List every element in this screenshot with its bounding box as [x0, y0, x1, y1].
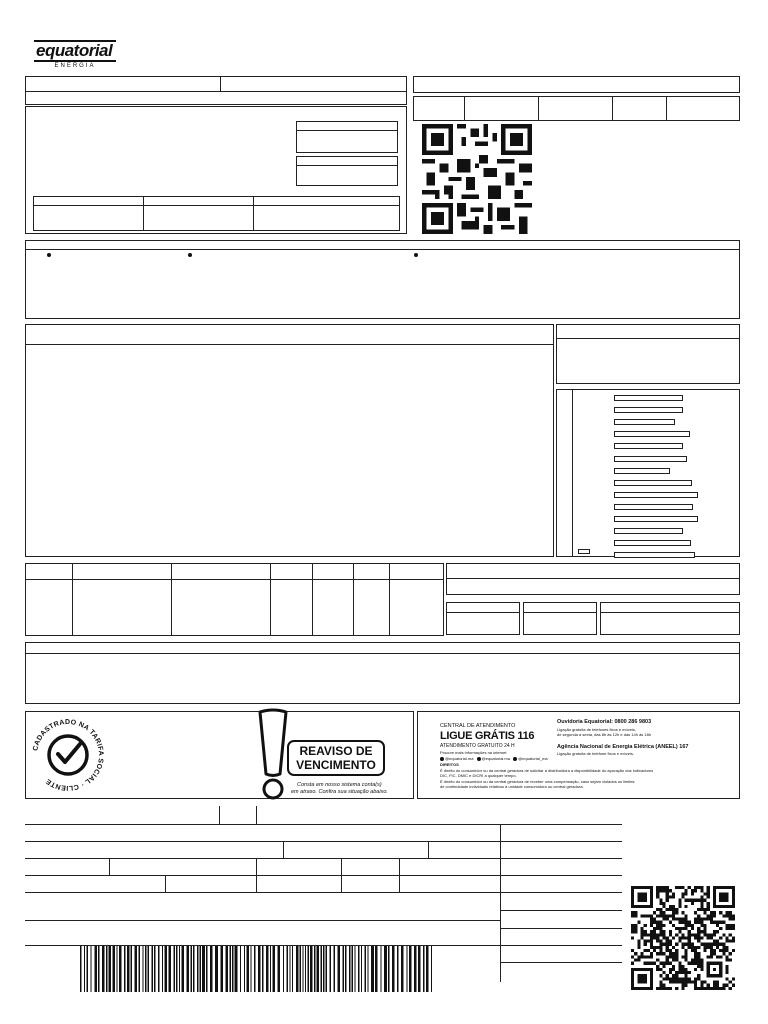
social-2[interactable]: @equatorial.ma [481, 756, 510, 761]
central-label: CENTRAL DE ATENDIMENTO [440, 723, 516, 729]
ombudsman-title: Ouvidoria Equatorial: 0800 286 9803 [557, 719, 652, 725]
rights-1b: DIC, FIC, DMIC e DICRI a qualquer tempo. [440, 773, 517, 778]
rights-title: DIREITOS [440, 762, 459, 767]
messages-panel [25, 642, 740, 704]
history-bar [614, 516, 698, 522]
history-bar [614, 456, 687, 462]
tax-cell-2 [523, 602, 597, 635]
history-bar [614, 540, 691, 546]
twitter-icon [513, 757, 517, 761]
header-name-field [25, 76, 221, 92]
history-bar [614, 552, 695, 558]
bullet-3 [414, 253, 418, 257]
history-bar [614, 528, 683, 534]
history-bar [614, 492, 698, 498]
payment-barcode [80, 946, 432, 992]
tariff-info-panel [25, 240, 740, 319]
social-1[interactable]: @equatorial.ma [445, 756, 474, 761]
ombudsman-desc2: de segunda a sexta, das 8h às 12h e das 14h às 18h [557, 732, 652, 737]
reaviso-badge [287, 740, 385, 776]
pix-qr-code [418, 124, 536, 234]
bullet-1 [47, 253, 51, 257]
due-date-table [413, 96, 740, 121]
invoice-items-panel [25, 324, 554, 557]
reaviso-title-line2: VENCIMENTO [296, 758, 376, 772]
rights-1: É direito do consumidor ou da central geradora de solicitar à distribuidora a disponibilidade do apuração dos indicadores [440, 768, 654, 773]
header-address-field [25, 91, 407, 105]
history-bar [614, 504, 693, 510]
facebook-icon [477, 757, 481, 761]
hours-line: ATENDIMENTO GRATUITO 24 H [440, 743, 515, 749]
reaviso-sub-line2: em atraso. Confira sua situação abaixo. [291, 789, 388, 795]
logo-subtext: ENERGIA [54, 63, 96, 69]
client-number-field [296, 156, 398, 186]
tax-cell-1 [446, 602, 520, 635]
social-links [440, 756, 548, 761]
history-bar [614, 407, 683, 413]
tarifa-social-stamp [28, 714, 108, 796]
history-bar [614, 443, 683, 449]
history-bar [614, 419, 675, 425]
tax-cell-3 [600, 602, 740, 635]
rights-2b: de continuidade individuais relativos à unidade consumidora ou central geradora. [440, 784, 584, 789]
instagram-icon [440, 757, 444, 761]
web-line: Procure mais informações na internet [440, 750, 507, 755]
rights-2: É direito do consumidor ou da central geradora de receber uma compensação, caso sejam violados os limites [440, 779, 635, 784]
reaviso-title-line1: REAVISO DE [299, 744, 373, 758]
bullet-2 [188, 253, 192, 257]
ombudsman-desc1: Ligação gratuita de telefones fixos e móveis, [557, 727, 636, 732]
payment-qr-code [628, 886, 738, 990]
history-bar [614, 431, 690, 437]
taxes-panel [446, 563, 740, 595]
history-bar [614, 480, 692, 486]
install-number-field [296, 121, 398, 153]
phone-line: LIGUE GRÁTIS 116 [440, 730, 535, 742]
account-header-field [413, 76, 740, 93]
logo-wordmark: equatorial [34, 40, 116, 62]
history-small-bar [578, 549, 590, 554]
reaviso-sub-line1: Consta em nosso sistema conta(s) [297, 782, 382, 788]
stamp-ring-text: CADASTRADO NA TARIFA SOCIAL · CLIENTE [32, 718, 105, 792]
meter-readings-table [25, 563, 444, 636]
aneel-desc: Ligação gratuita de telefone fixos e móveis. [557, 751, 634, 756]
total-amount-panel [556, 324, 740, 384]
history-bar [614, 468, 670, 474]
history-bar [614, 395, 683, 401]
social-3[interactable]: @equatorial_ma [518, 756, 548, 761]
header-code-field [220, 76, 407, 92]
history-bars-group [614, 395, 724, 545]
company-logo [34, 40, 116, 68]
aneel-title: Agência Nacional de Energia Elétrica (ANEEL) 167 [557, 744, 689, 750]
meter-table [33, 196, 400, 231]
